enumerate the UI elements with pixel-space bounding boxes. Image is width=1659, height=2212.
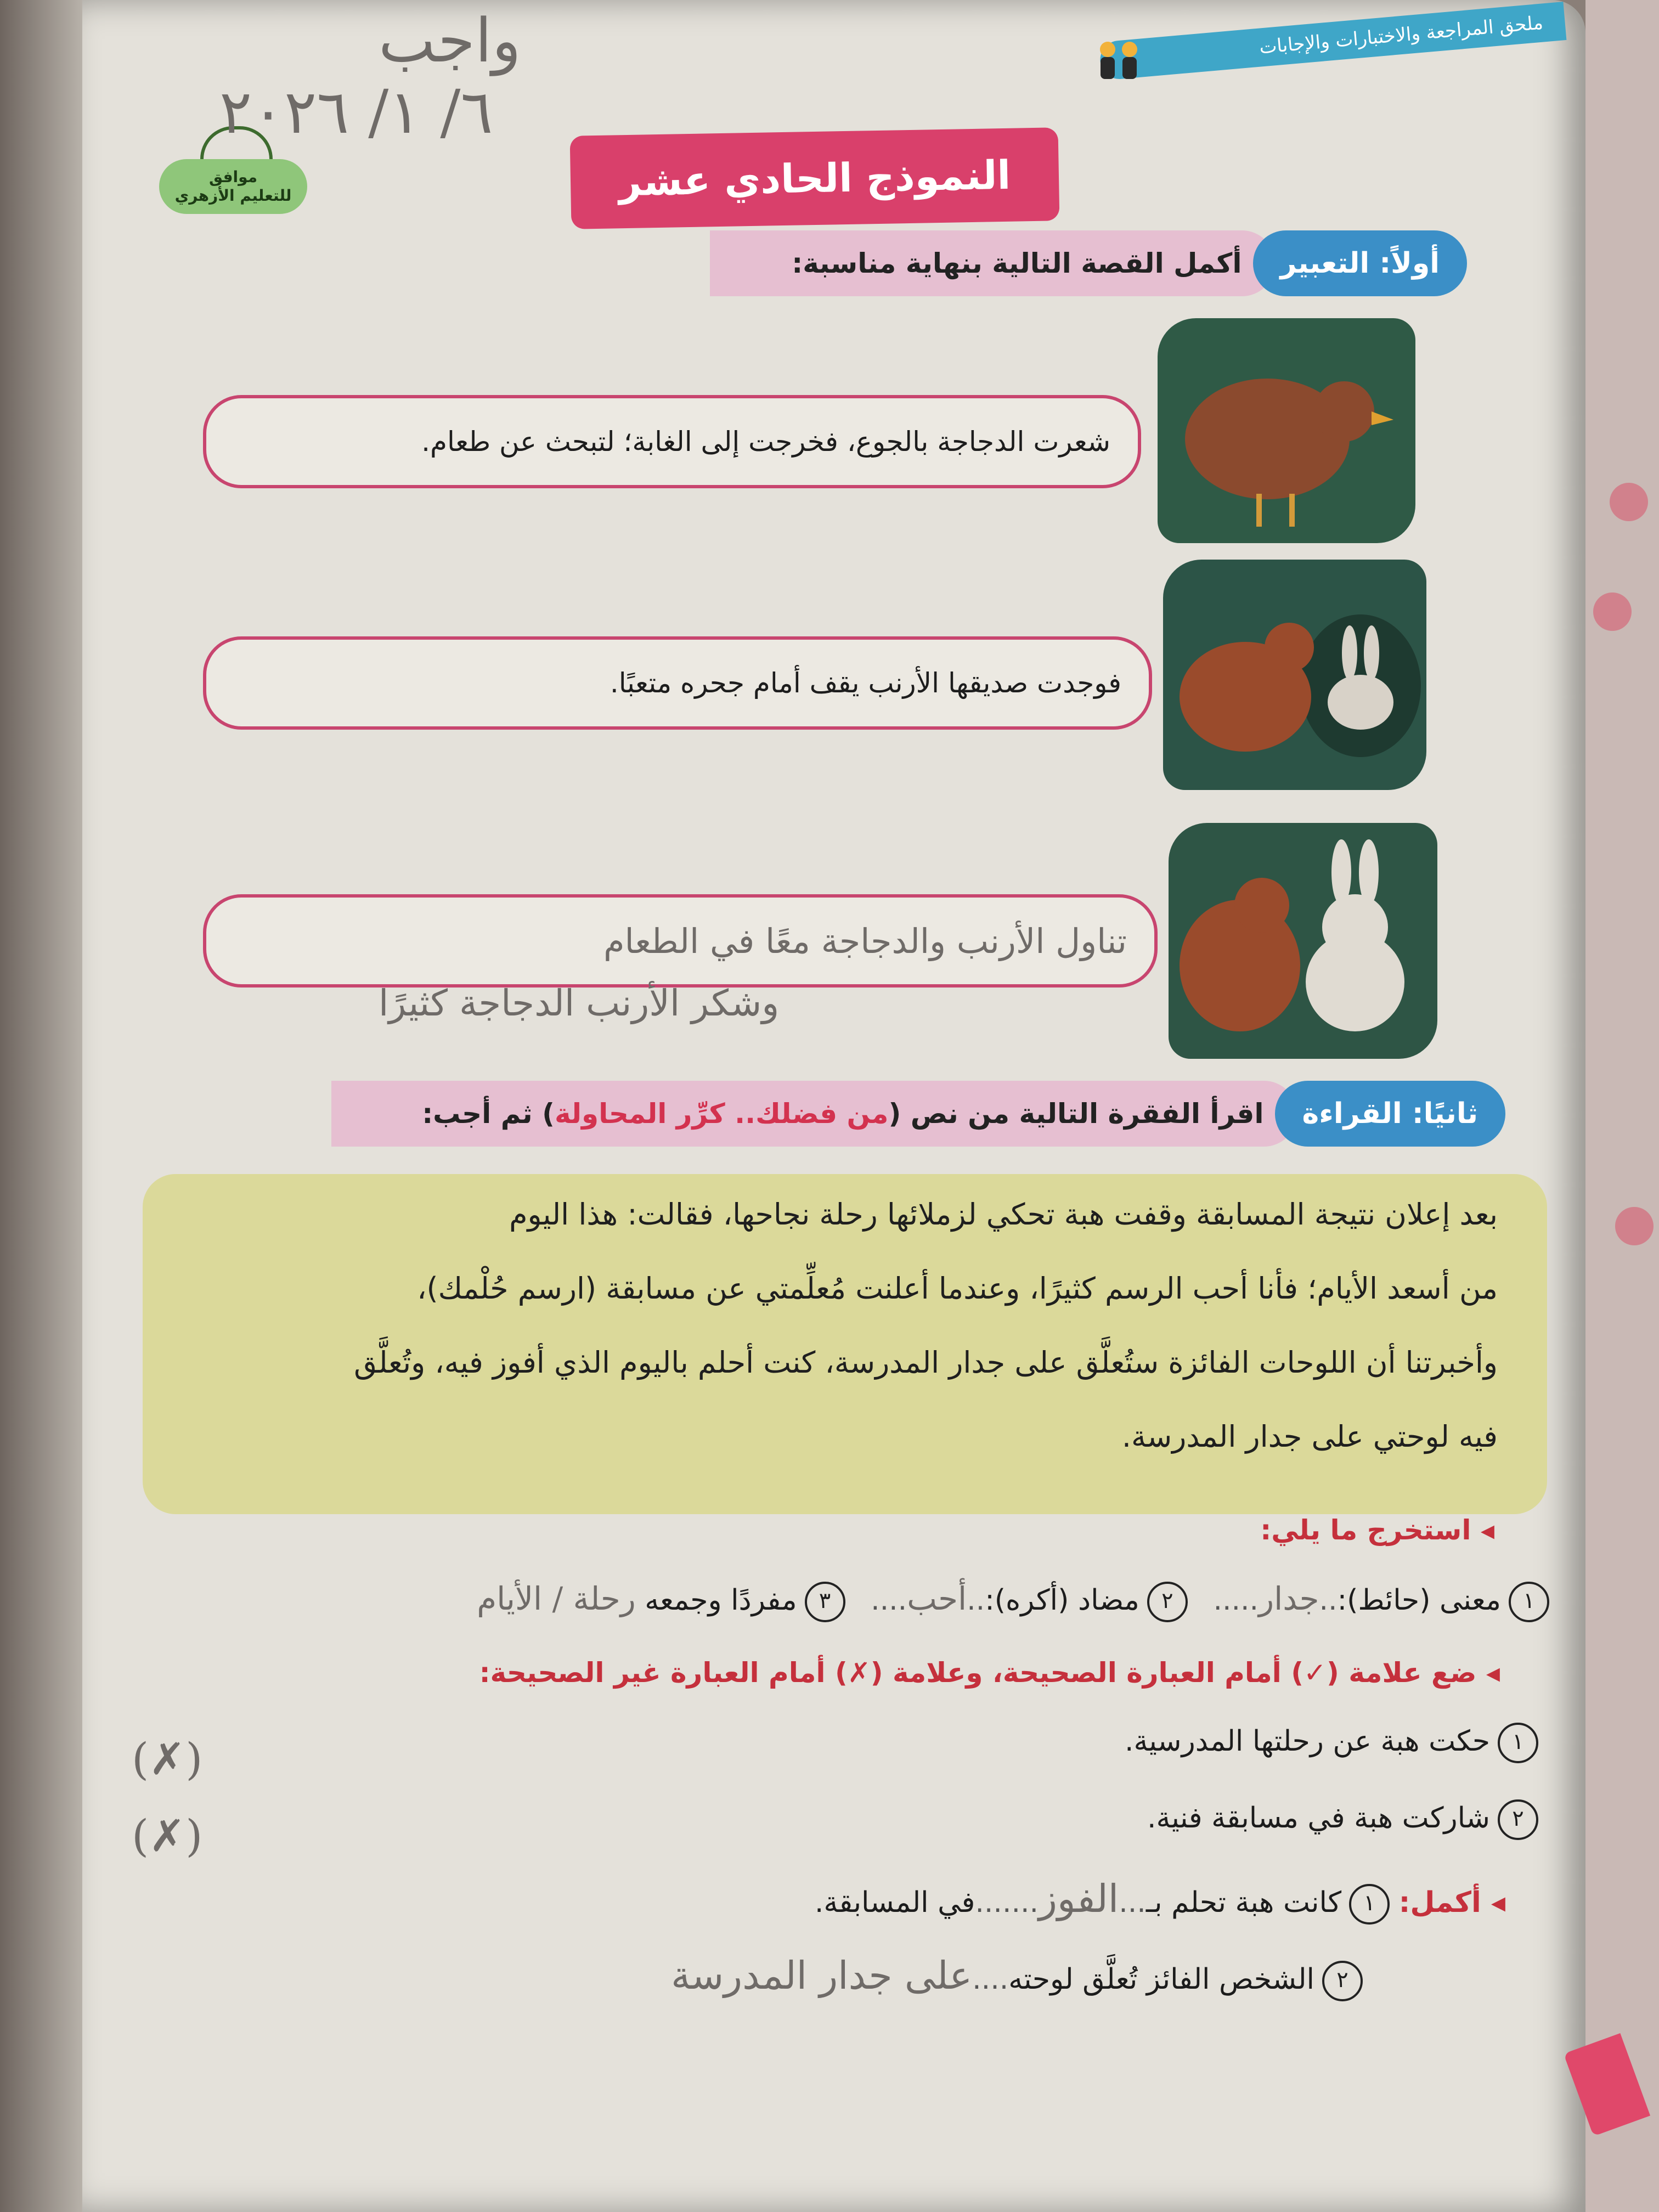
answer-meaning: جدار xyxy=(1259,1580,1319,1617)
answer-opposite: أحب xyxy=(907,1580,967,1617)
number-badge: ١ xyxy=(1349,1884,1390,1925)
flower-pattern xyxy=(1615,1207,1654,1245)
kids-logo-icon xyxy=(1094,38,1143,82)
paragraph-line-1: بعد إعلان نتيجة المسابقة وقفت هبة تحكي لزملائها رحلة نجاحها، فقالت: هذا اليوم xyxy=(509,1197,1498,1232)
azhar-badge-line2: للتعليم الأزهري xyxy=(174,187,292,205)
complete-heading: ◂ أكمل: xyxy=(1398,1886,1505,1919)
handwritten-date: ٦/ ١/ ٢٠٢٦ xyxy=(219,77,493,147)
truefalse-item-1: ١حكت هبة عن رحلتها المدرسية. xyxy=(1125,1723,1538,1763)
number-badge: ٢ xyxy=(1322,1961,1363,2001)
extract-heading: ◂ استخرج ما يلي: xyxy=(1260,1514,1494,1546)
reading-passage xyxy=(143,1174,1547,1514)
section2-header xyxy=(331,1081,1505,1147)
section1-header xyxy=(710,230,1468,296)
mark-1: (✗) xyxy=(132,1734,203,1785)
number-badge: ١ xyxy=(1498,1723,1538,1763)
page-title: النموذج الحادي عشر xyxy=(570,127,1060,229)
handwritten-ending-2: وشكر الأرنب الدجاجة كثيرًا xyxy=(379,982,780,1024)
answer-singular-plural: رحلة / الأيام xyxy=(477,1580,636,1617)
paragraph-line-2: من أسعد الأيام؛ فأنا أحب الرسم كثيرًا، وعندما أعلنت مُعلِّمتي عن مسابقة (ارسم حُلْمك)، xyxy=(417,1271,1498,1306)
complete-item-2: ٢الشخص الفائز تُعلَّق لوحته....على جدار المدرسة xyxy=(671,1953,1363,2001)
fabric-background xyxy=(1585,0,1659,2212)
book-spine xyxy=(0,0,82,2212)
instruction-story-title: من فضلك.. كرِّر المحاولة xyxy=(554,1098,889,1130)
truefalse-heading: ◂ ضع علامة (✓) أمام العبارة الصحيحة، وعلامة (✗) أمام العبارة غير الصحيحة: xyxy=(479,1657,1500,1689)
story-line-1: شعرت الدجاجة بالجوع، فخرجت إلى الغابة؛ لتبحث عن طعام. xyxy=(203,395,1141,488)
number-badge: ٢ xyxy=(1498,1799,1538,1840)
handwritten-ending-1: تناول الأرنب والدجاجة معًا في الطعام xyxy=(603,921,1127,961)
number-badge: ٣ xyxy=(805,1582,845,1622)
flower-pattern xyxy=(1610,483,1648,521)
section2-instruction: اقرأ الفقرة التالية من نص ( من فضلك.. كرِّر المحاولة ) ثم أجب: xyxy=(331,1081,1297,1147)
banner-text: ملحق المراجعة والاختبارات والإجابات xyxy=(1258,12,1544,59)
hen-picture xyxy=(1158,318,1415,543)
hen-rabbit-picture xyxy=(1169,823,1437,1059)
number-badge: ٢ xyxy=(1147,1582,1188,1622)
mark-2: (✗) xyxy=(132,1810,203,1861)
number-badge: ١ xyxy=(1509,1582,1549,1622)
section2-label: ثانيًا: القراءة xyxy=(1275,1081,1505,1147)
hen-rabbit-burrow-picture xyxy=(1163,560,1426,790)
azhar-badge-line1: موافق xyxy=(208,168,258,187)
answer-complete-2: على جدار المدرسة xyxy=(671,1953,973,1998)
story-line-2: فوجدت صديقها الأرنب يقف أمام جحره متعبًا. xyxy=(203,636,1152,730)
complete-item-1: ◂ أكمل: ١كانت هبة تحلم بـ...الفوز.......في المسابقة. xyxy=(815,1876,1505,1925)
section1-instruction: أكمل القصة التالية بنهاية مناسبة: xyxy=(710,230,1275,296)
story-line-3 xyxy=(203,894,1158,988)
extract-questions: ١معنى (حائط):..جدار..... ٢مضاد (أكره):..أحب.... ٣مفردًا وجمعه رحلة / الأيام xyxy=(477,1580,1549,1622)
handwritten-homework: واجب xyxy=(379,5,521,76)
flower-pattern xyxy=(1593,592,1632,631)
paragraph-line-3: وأخبرتنا أن اللوحات الفائزة ستُعلَّق على جدار المدرسة، كنت أحلم باليوم الذي أفوز فيه، وتُعلَّق xyxy=(354,1345,1498,1380)
section1-label: أولاً: التعبير xyxy=(1253,230,1468,296)
paragraph-line-4: فيه لوحتي على جدار المدرسة. xyxy=(1121,1419,1498,1454)
truefalse-item-2: ٢شاركت هبة في مسابقة فنية. xyxy=(1147,1799,1538,1840)
answer-complete-1: الفوز xyxy=(1039,1876,1119,1921)
